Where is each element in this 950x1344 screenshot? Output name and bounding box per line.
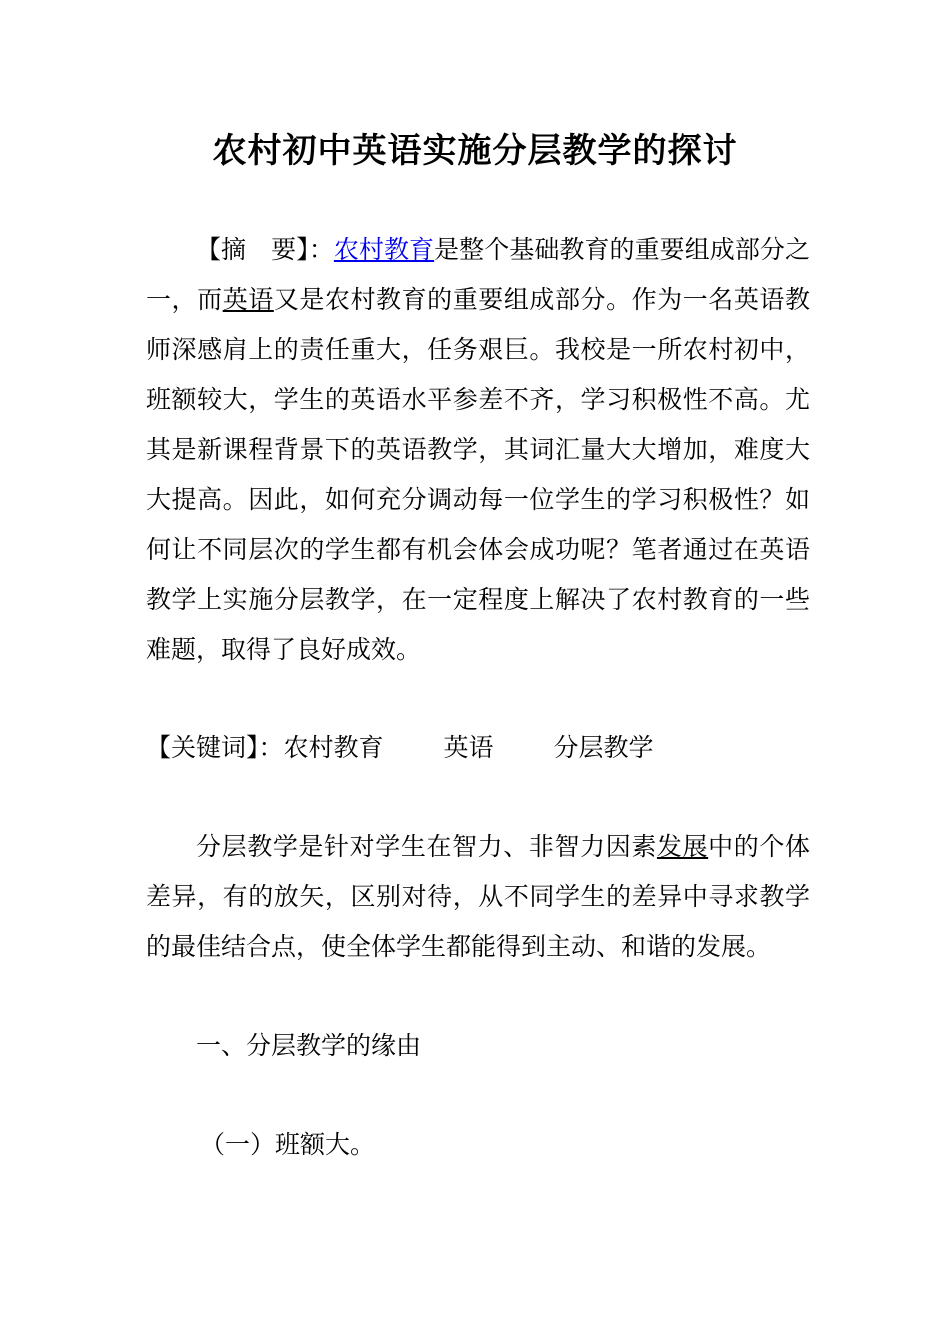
- english-underlined-term: 英语: [222, 285, 274, 314]
- keyword-item: 英语: [443, 733, 494, 762]
- keywords-label: 【关键词】：: [146, 733, 284, 762]
- keyword-item: 农村教育: [283, 733, 384, 762]
- keyword-item: 分层教学: [553, 733, 654, 762]
- abstract-colon: ：: [308, 235, 334, 264]
- abstract-label: 【摘 要】: [196, 235, 309, 264]
- keywords-line: [146, 723, 810, 773]
- subsection-heading: （一）班额大。: [200, 1130, 376, 1159]
- document-title: 农村初中英语实施分层教学的探讨: [212, 131, 738, 171]
- section-heading: 一、分层教学的缘由: [196, 1031, 422, 1060]
- intro-text-1: 分层教学是针对学生在智力、非智力因素: [196, 832, 657, 861]
- intro-text-2: 中的个体差异，有的放矢，区别对待，从不同学生的差异中寻求教学的最佳结合点，使全体学生都能得到主动、和谐的发展。: [146, 832, 810, 961]
- abstract-paragraph: [146, 225, 810, 675]
- intro-paragraph: [146, 822, 810, 972]
- abstract-text-1: 是整个基础教育的重要组成部分之一，而: [146, 235, 810, 314]
- abstract-text-2: 又是农村教育的重要组成部分。作为一名英语教师深感肩上的责任重大，任务艰巨。我校是一所农村初中，班额较大，学生的英语水平参差不齐，学习积极性不高。尤其是新课程背景下的英语教学，其词汇量大大增加，难度大大提高。因此，如何充分调动每一位学生的学习积极性？如何让不同层次的学生都有机会体会成功呢？笔者通过在英语教学上实施分层教学，在一定程度上解决了农村教育的一些难题，取得了良好成效。: [146, 285, 810, 664]
- development-underlined-term: 发展: [656, 832, 709, 861]
- rural-education-link[interactable]: 农村教育: [333, 235, 435, 264]
